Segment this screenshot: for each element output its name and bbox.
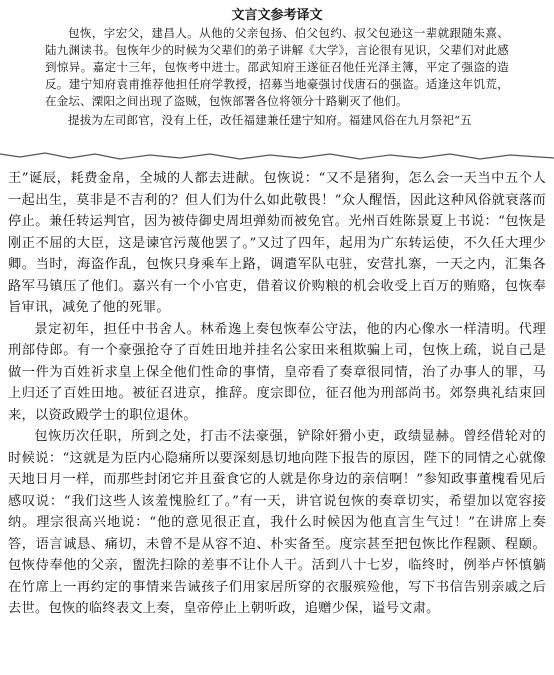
header-paragraph-1: 包恢，字宏父，建昌人。从他的父亲包扬、伯父包约、叔父包逊这一辈就跟随朱熹、陆九渊读书。包恢年少的时候为父辈们的弟子讲解《大学》，言论很有见识，父辈们对此感到惊异。嘉定十三年，包恢考中进士。邵武知府王遂征召他任光泽主簿，平定了强盗的造反。建宁知府袁甫推荐他担任府学教授，招募当地豪强讨伐唐石的强盗。适逢这年饥荒，在金坛、溧阳之间出现了盗贼，包恢部署各位将领分十路剿灭了他们。	[45, 26, 509, 108]
page-title: 文言文参考译文	[231, 8, 323, 23]
body-paragraph-2: 景定初年，担任中书舍人。林希逸上奏包恢奉公守法，他的内心像水一样清明。代理刑部侍郎。有一个豪强抢夺了百姓田地并挂名公家田来租欺骗上司，包恢上疏，说自己是做一件为百姓祈求皇上保全他们性命的事情，皇帝看了奏章很同情，治了办事人的罪，马上归还了百姓田地。被征召进京，推辞。度宗即位，征召他为刑部尚书。郊祭典礼结束回来，以资政殿学士的职位退休。	[8, 321, 546, 423]
header-paragraph-2: 提拔为左司郎官，没有上任，改任福建兼任建宁知府。福建风俗在九月祭祀“五	[68, 113, 472, 127]
translation-body-section	[0, 162, 554, 675]
translation-header-section	[0, 0, 554, 160]
body-paragraph-3: 包恢历次任职，所到之处，打击不法豪强，铲除奸猾小吏，政绩显赫。曾经借轮对的时候说：“这就是为臣内心隐痛所以要深刻恳切地向陛下报告的原因，陛下的同情之心就像天地日月一样，而那些封闭它并且蚕食它的人就是你身边的亲信啊！”参知政事董槐看见后感叹说：“我们这些人该羞愧脸红了。”有一天，讲官说包恢的奏章切实，希望加以宽容接纳。理宗很高兴地说：“他的意见很正直，我什么时候因为他直言生气过！”在讲席上奏答，语言诚恳、痛切，未曾不是从容不迫、朴实备至。度宗甚至把包恢比作程颢、程颐。包恢侍奉他的父亲，盥洗扫除的差事不让仆人干。活到八十七岁，临终时，例举卢怀慎躺在竹席上一再约定的事情来告诫孩子们用家居所穿的衣服殡殓他，写下书信告别亲戚之后去世。包恢的临终表文上奏，皇帝停止上朝听政，追赠少保，谥号文肃。	[8, 429, 546, 616]
body-paragraph-1: 王”诞辰，耗费金帛，全城的人都去进献。包恢说：“又不是猪狗，怎么会一天当中五个人一起出生，莫非是不吉利的？但人们为什么如此敬畏！”众人醒悟，因此这种风俗就衰落而停止。兼任转运判官，因为被侍御史周坦弹劾而被免官。光州百姓陈景夏上书说：“包恢是刚正不屈的大臣，这是谏官污蔑他罢了。”又过了四年，起用为广东转运使，不久任大理少卿。当时，海盗作乱，包恢只身乘车上路，调遣军队屯驻，安营扎寨，一天之内，汇集各路军马镇压了他们。嘉兴有一个小官吏，借着议价购粮的机会收受上百万的贿赂，包恢奉旨审讯，减免了他的死罪。	[8, 171, 546, 315]
